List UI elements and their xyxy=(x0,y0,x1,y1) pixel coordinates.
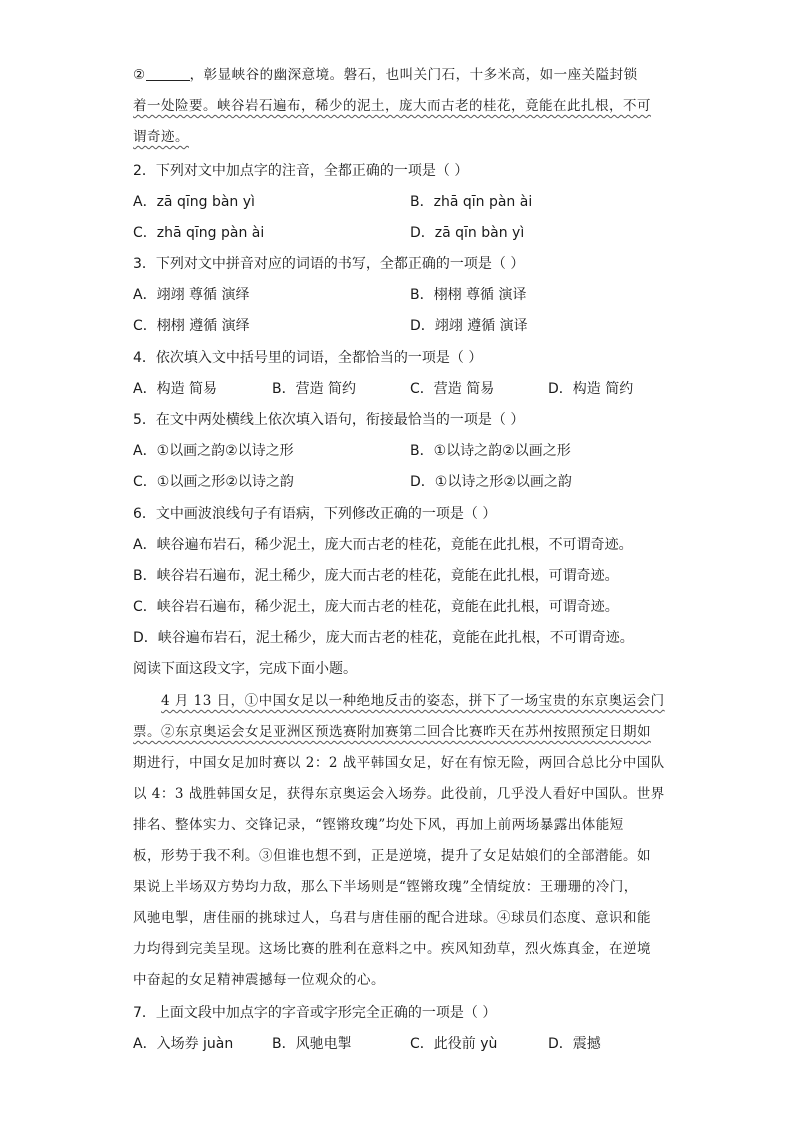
passage2-line10: 中奋起的女足精神震撼每一位观众的心。 xyxy=(133,972,385,988)
question-4-option-b: B．营造 简约 xyxy=(272,381,357,397)
question-2-option-a: A．zā qīng bàn yì xyxy=(133,194,255,210)
passage2-line7: 果说上半场双方势均力敌，那么下半场则是“铿锵玫瑰”全情绽放：王珊珊的冷门， xyxy=(133,879,638,895)
question-7-stem: 7．上面文段中加点字的字音或字形完全正确的一项是（ ） xyxy=(133,1005,497,1021)
passage2-line9: 力均得到完美呈现。这场比赛的胜利在意料之中。疾风知劲草，烈火炼真金，在逆境 xyxy=(133,941,651,957)
question-3-stem: 3．下列对文中拼音对应的词语的书写，全都正确的一项是（ ） xyxy=(133,256,525,272)
question-2-option-c: C．zhā qīng pàn ài xyxy=(133,225,265,241)
passage1-line2: 着一处险要。峡谷岩石遍布，稀少的泥土，庞大而古老的桂花，竟能在此扎根，不可 xyxy=(133,98,651,114)
question-4-option-c: C．营造 简易 xyxy=(410,381,495,397)
passage2-line6: 板，形势于我不利。③但谁也想不到，正是逆境，提升了女足姑娘们的全部潜能。如 xyxy=(133,848,651,864)
question-5-option-d: D．①以诗之形②以画之韵 xyxy=(410,474,572,490)
question-5-stem: 5．在文中两处横线上依次填入语句，衔接最恰当的一项是（ ） xyxy=(133,412,525,428)
question-6-option-c: C．峡谷岩石遍布，稀少泥土，庞大而古老的桂花，竟能在此扎根，可谓奇迹。 xyxy=(133,599,619,615)
question-7-option-a: A．入场券 juàn xyxy=(133,1036,234,1052)
question-5-option-a: A．①以画之韵②以诗之形 xyxy=(133,443,294,459)
reading-instruction: 阅读下面这段文字，完成下面小题。 xyxy=(133,661,357,677)
question-4-option-d: D．构造 简约 xyxy=(548,381,634,397)
question-4-stem: 4．依次填入文中括号里的词语，全都恰当的一项是（ ） xyxy=(133,350,483,366)
passage2-line2: 票。②东京奥运会女足亚洲区预选赛附加赛第二回合比赛昨天在苏州按照预定日期如 xyxy=(133,724,651,740)
question-2-option-d: D．zā qīn bàn yì xyxy=(410,225,525,241)
question-6-option-b: B．峡谷岩石遍布，泥土稀少，庞大而古老的桂花，竟能在此扎根，可谓奇迹。 xyxy=(133,568,619,584)
question-2-stem: 2．下列对文中加点字的注音，全都正确的一项是（ ） xyxy=(133,163,469,179)
passage1-line1-text: ，彰显峡谷的幽深意境。磐石，也叫关门石，十多米高，如一座关隘封锁 xyxy=(189,67,638,83)
question-5-option-c: C．①以画之形②以诗之韵 xyxy=(133,474,294,490)
passage2-line1-text: 4 月 13 日，①中国女足以一种绝地反击的姿态，拼下了一场宝贵的东京奥运会门 xyxy=(161,693,665,709)
blank-number: ② xyxy=(133,67,146,83)
passage2-line1 xyxy=(161,692,665,710)
question-6-stem: 6．文中画波浪线句子有语病，下列修改正确的一项是（ ） xyxy=(133,506,497,522)
question-7-option-b: B．风驰电掣 xyxy=(272,1036,352,1052)
question-3-option-c: C．栩栩 遵循 演绎 xyxy=(133,318,250,334)
question-3-option-b: B．栩栩 尊循 演译 xyxy=(410,287,527,303)
fill-blank xyxy=(146,66,190,81)
passage2-line4: 以 4：3 战胜韩国女足，获得东京奥运会入场券。此役前，几乎没人看好中国队。世界 xyxy=(133,786,665,802)
passage1-line3: 谓奇迹。 xyxy=(133,129,189,145)
passage2-line8: 风驰电掣，唐佳丽的挑球过人，乌君与唐佳丽的配合进球。④球员们态度、意识和能 xyxy=(133,910,651,926)
question-3-option-d: D．翊翊 遵循 演译 xyxy=(410,318,528,334)
question-7-option-d: D．震撼 xyxy=(548,1036,601,1052)
passage2-line3: 期进行，中国女足加时赛以 2：2 战平韩国女足，好在有惊无险，两回合总比分中国队 xyxy=(133,755,665,771)
passage1-line1 xyxy=(133,66,638,84)
passage2-line5: 排名、整体实力、交锋记录，“铿锵玫瑰”均处下风，再加上前两场暴露出体能短 xyxy=(133,817,624,833)
question-3-option-a: A．翊翊 尊循 演绎 xyxy=(133,287,250,303)
question-5-option-b: B．①以诗之韵②以画之形 xyxy=(410,443,571,459)
question-7-option-c: C．此役前 yù xyxy=(410,1036,498,1052)
question-6-option-a: A．峡谷遍布岩石，稀少泥土，庞大而古老的桂花，竟能在此扎根，不可谓奇迹。 xyxy=(133,537,633,553)
question-4-option-a: A．构造 简易 xyxy=(133,381,218,397)
question-2-option-b: B．zhā qīn pàn ài xyxy=(410,194,533,210)
question-6-option-d: D．峡谷遍布岩石，泥土稀少，庞大而古老的桂花，竟能在此扎根，不可谓奇迹。 xyxy=(133,630,634,646)
